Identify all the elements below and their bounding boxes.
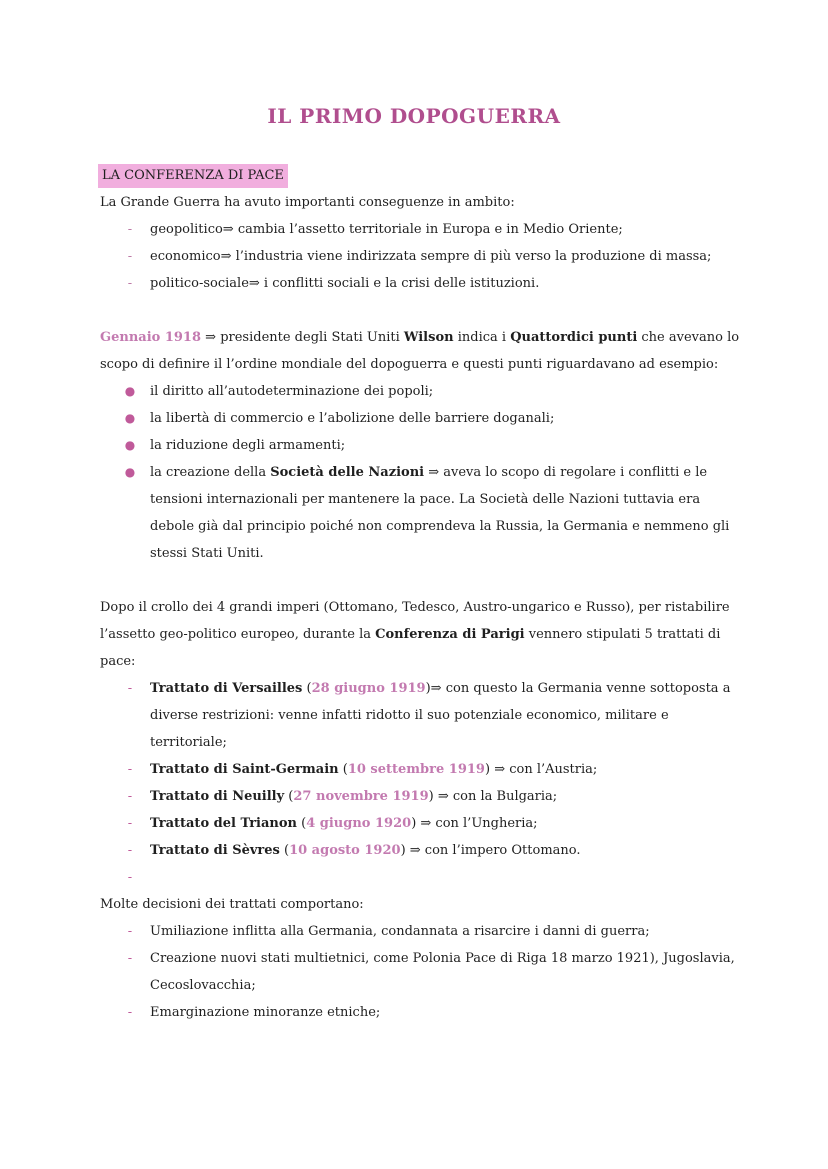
fourteen-points-list <box>100 378 740 567</box>
document-body <box>100 162 740 1026</box>
dash-bullet: - <box>127 249 133 264</box>
list-item: - geopolitico⇒ cambia l’assetto territoriale in Europa e in Medio Oriente; <box>100 216 740 243</box>
decisions-list <box>100 918 740 1026</box>
dash-bullet: - <box>127 789 133 804</box>
treaties-list <box>100 675 740 891</box>
dash-bullet: - <box>127 843 133 858</box>
treaty-item: - Trattato di Versailles (28 giugno 1919)⇒ con questo la Germania venne sottoposta a diverse restrizioni: venne infatti ridotto il suo potenziale economico, militare e territoriale; <box>100 675 740 756</box>
date-highlight: 10 agosto 1920 <box>289 843 401 858</box>
dash-bullet: - <box>127 951 133 966</box>
list-item: ● la creazione della Società delle Nazioni ⇒ aveva lo scopo di regolare i conflitti e le tensioni internazionali per mantenere la pace. La Società delle Nazioni tuttavia era debole già dal principio poiché non comprendeva la Russia, la Germania e nemmeno gli stessi Stati Uniti. <box>100 459 740 567</box>
date-highlight: 10 settembre 1919 <box>347 762 485 777</box>
bold-term: Conferenza di Parigi <box>375 627 525 642</box>
paragraph-consequences: Molte decisioni dei trattati comportano: <box>100 897 364 912</box>
dash-bullet: - <box>127 924 133 939</box>
empty-list-item <box>100 864 740 891</box>
list-item: - Emarginazione minoranze etniche; <box>100 999 740 1026</box>
list-item: - politico-sociale⇒ i conflitti sociali e la crisi delle istituzioni. <box>100 270 740 297</box>
dot-bullet: ● <box>124 438 136 452</box>
list-item: - economico⇒ l’industria viene indirizzata sempre di più verso la produzione di massa; <box>100 243 740 270</box>
list-item: ● la libertà di commercio e l’abolizione delle barriere doganali; <box>100 405 740 432</box>
bold-term: Società delle Nazioni <box>270 465 425 480</box>
dash-bullet: - <box>127 276 133 291</box>
dash-bullet: - <box>127 762 133 777</box>
date-highlight: 27 novembre 1919 <box>293 789 429 804</box>
treaty-item: - Trattato di Sèvres (10 agosto 1920) ⇒ con l’impero Ottomano. <box>100 837 740 864</box>
consequences-list <box>100 216 740 297</box>
dash-bullet: - <box>127 816 133 831</box>
dot-bullet: ● <box>124 411 136 425</box>
page-title: IL PRIMO DOPOGUERRA <box>267 104 561 128</box>
treaty-item: - Trattato di Saint-Germain (10 settembre 1919) ⇒ con l’Austria; <box>100 756 740 783</box>
dash-bullet: - <box>127 222 133 237</box>
treaty-item: - Trattato di Neuilly (27 novembre 1919) ⇒ con la Bulgaria; <box>100 783 740 810</box>
paragraph-treaties: Dopo il crollo dei 4 grandi imperi (Ottomano, Tedesco, Austro-ungarico e Russo), per ristabilire l’assetto geo-politico europeo, durante la Conferenza di Parigi vennero stipulati 5 trattati di pace: <box>100 600 730 669</box>
paragraph-wilson: Gennaio 1918 ⇒ presidente degli Stati Uniti Wilson indica i Quattordici punti che avevano lo scopo di definire il l’ordine mondiale del dopoguerra e questi punti riguardavano ad esempio: <box>100 330 740 372</box>
bold-term: Wilson <box>403 330 454 345</box>
list-item: - Umiliazione inflitta alla Germania, condannata a risarcire i danni di guerra; <box>100 918 740 945</box>
dot-bullet: ● <box>124 384 136 398</box>
list-item: ● il diritto all’autodeterminazione dei popoli; <box>100 378 740 405</box>
dash-bullet: - <box>127 870 133 885</box>
paragraph-intro: La Grande Guerra ha avuto importanti conseguenze in ambito: <box>100 195 515 210</box>
date-highlight: 28 giugno 1919 <box>311 681 426 696</box>
treaty-item: - Trattato del Trianon (4 giugno 1920) ⇒ con l’Ungheria; <box>100 810 740 837</box>
list-item: ● la riduzione degli armamenti; <box>100 432 740 459</box>
date-highlight: Gennaio 1918 <box>100 330 202 345</box>
dash-bullet: - <box>127 681 133 696</box>
section-heading: LA CONFERENZA DI PACE <box>98 164 288 188</box>
dot-bullet: ● <box>124 465 136 479</box>
list-item: - Creazione nuovi stati multietnici, come Polonia Pace di Riga 18 marzo 1921), Jugoslavia, Cecoslovacchia; <box>100 945 740 999</box>
dash-bullet: - <box>127 1005 133 1020</box>
date-highlight: 4 giugno 1920 <box>306 816 412 831</box>
bold-term: Quattordici punti <box>510 330 638 345</box>
